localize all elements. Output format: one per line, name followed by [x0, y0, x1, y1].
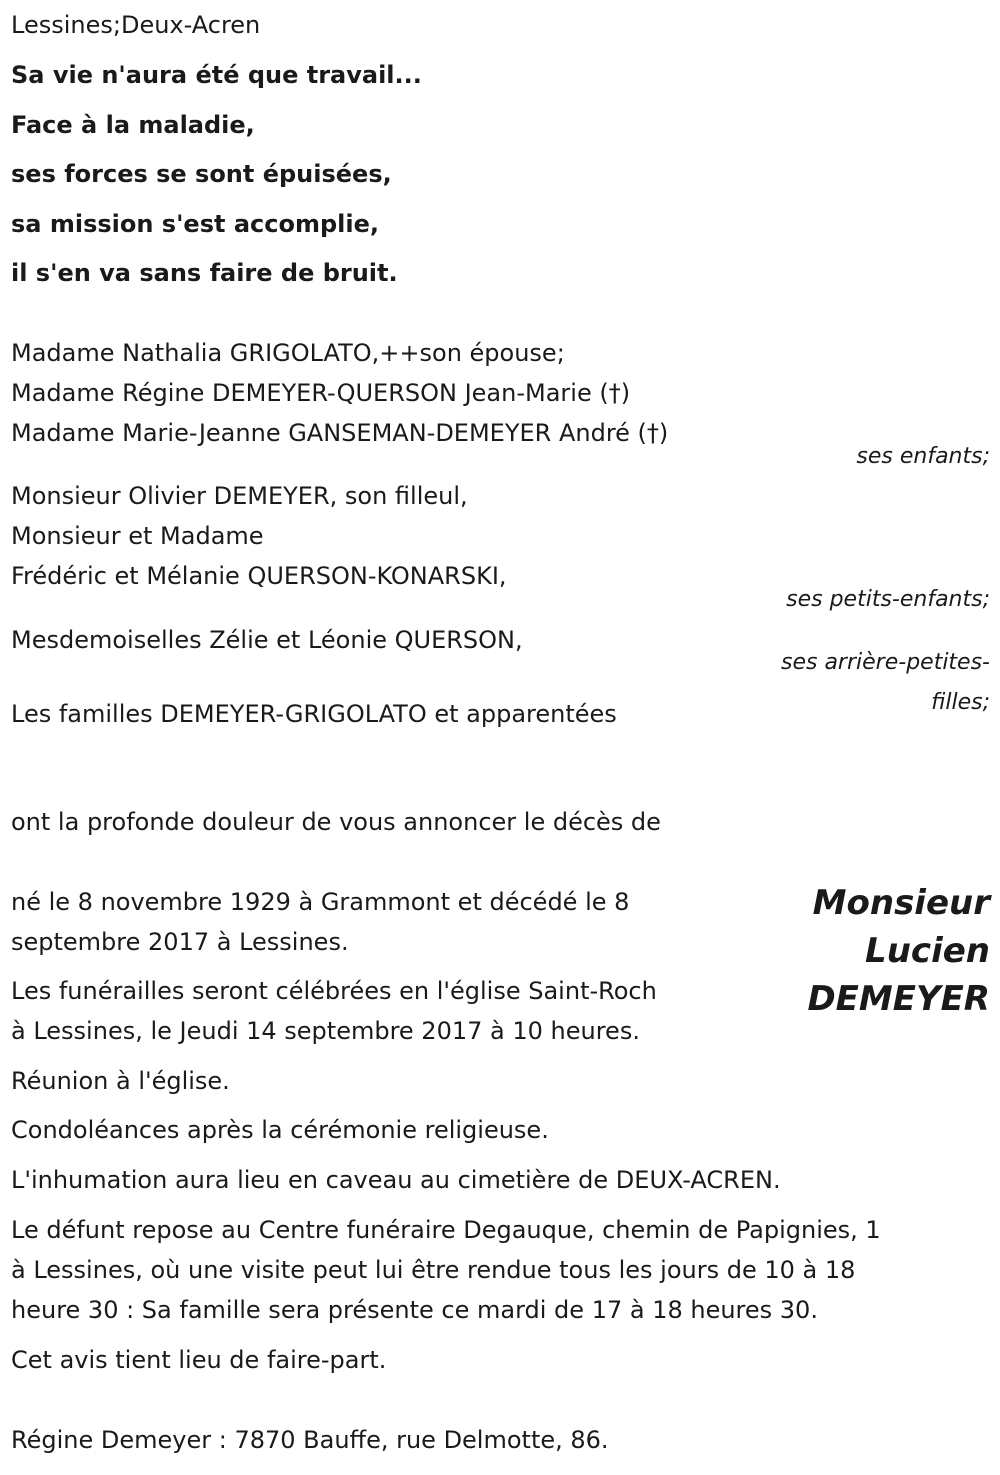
- deceased-first-name: Lucien: [865, 931, 990, 971]
- children-label: ses enfants;: [856, 444, 990, 469]
- birth-line: né le 8 novembre 1929 à Grammont et décédé le 8: [11, 888, 630, 916]
- grandchild-line: Monsieur et Madame: [11, 522, 264, 550]
- poem-line: sa mission s'est accomplie,: [11, 210, 379, 238]
- rest-line: heure 30 : Sa famille sera présente ce mardi de 17 à 18 heures 30.: [11, 1296, 818, 1324]
- great-grandchildren-label: ses arrière-petites-: [781, 650, 990, 675]
- funeral-line: Les funérailles seront célébrées en l'église Saint-Roch: [11, 977, 657, 1005]
- families-line: Les familles DEMEYER-GRIGOLATO et apparentées: [11, 700, 617, 728]
- meeting-line: Réunion à l'église.: [11, 1067, 230, 1095]
- rest-line: à Lessines, où une visite peut lui être rendue tous les jours de 10 à 18: [11, 1256, 856, 1284]
- burial-line: L'inhumation aura lieu en caveau au cimetière de DEUX-ACREN.: [11, 1166, 781, 1194]
- great-grandchildren-line: Mesdemoiselles Zélie et Léonie QUERSON,: [11, 626, 523, 654]
- birth-line: septembre 2017 à Lessines.: [11, 928, 349, 956]
- poem-line: ses forces se sont épuisées,: [11, 160, 392, 188]
- grandchildren-label: ses petits-enfants;: [786, 587, 990, 612]
- great-grandchildren-label: filles;: [931, 690, 990, 715]
- address-line: Régine Demeyer : 7870 Bauffe, rue Delmotte, 86.: [11, 1426, 609, 1454]
- location: Lessines;Deux-Acren: [11, 11, 261, 39]
- grandchild-line: Frédéric et Mélanie QUERSON-KONARSKI,: [11, 562, 507, 590]
- poem-line: Sa vie n'aura été que travail...: [11, 61, 422, 89]
- notice-line: Cet avis tient lieu de faire-part.: [11, 1346, 387, 1374]
- poem-line: Face à la maladie,: [11, 111, 255, 139]
- announcement: ont la profonde douleur de vous annoncer le décès de: [11, 808, 661, 836]
- funeral-line: à Lessines, le Jeudi 14 septembre 2017 à 10 heures.: [11, 1017, 640, 1045]
- grandchild-line: Monsieur Olivier DEMEYER, son filleul,: [11, 482, 468, 510]
- child-line: Madame Régine DEMEYER-QUERSON Jean-Marie (†): [11, 379, 631, 407]
- deceased-title: Monsieur: [812, 883, 990, 923]
- deceased-last-name: DEMEYER: [807, 979, 990, 1019]
- condolences-line: Condoléances après la cérémonie religieuse.: [11, 1116, 549, 1144]
- child-line: Madame Marie-Jeanne GANSEMAN-DEMEYER André (†): [11, 419, 669, 447]
- rest-line: Le défunt repose au Centre funéraire Degauque, chemin de Papignies, 1: [11, 1216, 881, 1244]
- poem-line: il s'en va sans faire de bruit.: [11, 259, 398, 287]
- spouse-line: Madame Nathalia GRIGOLATO,++son épouse;: [11, 339, 565, 367]
